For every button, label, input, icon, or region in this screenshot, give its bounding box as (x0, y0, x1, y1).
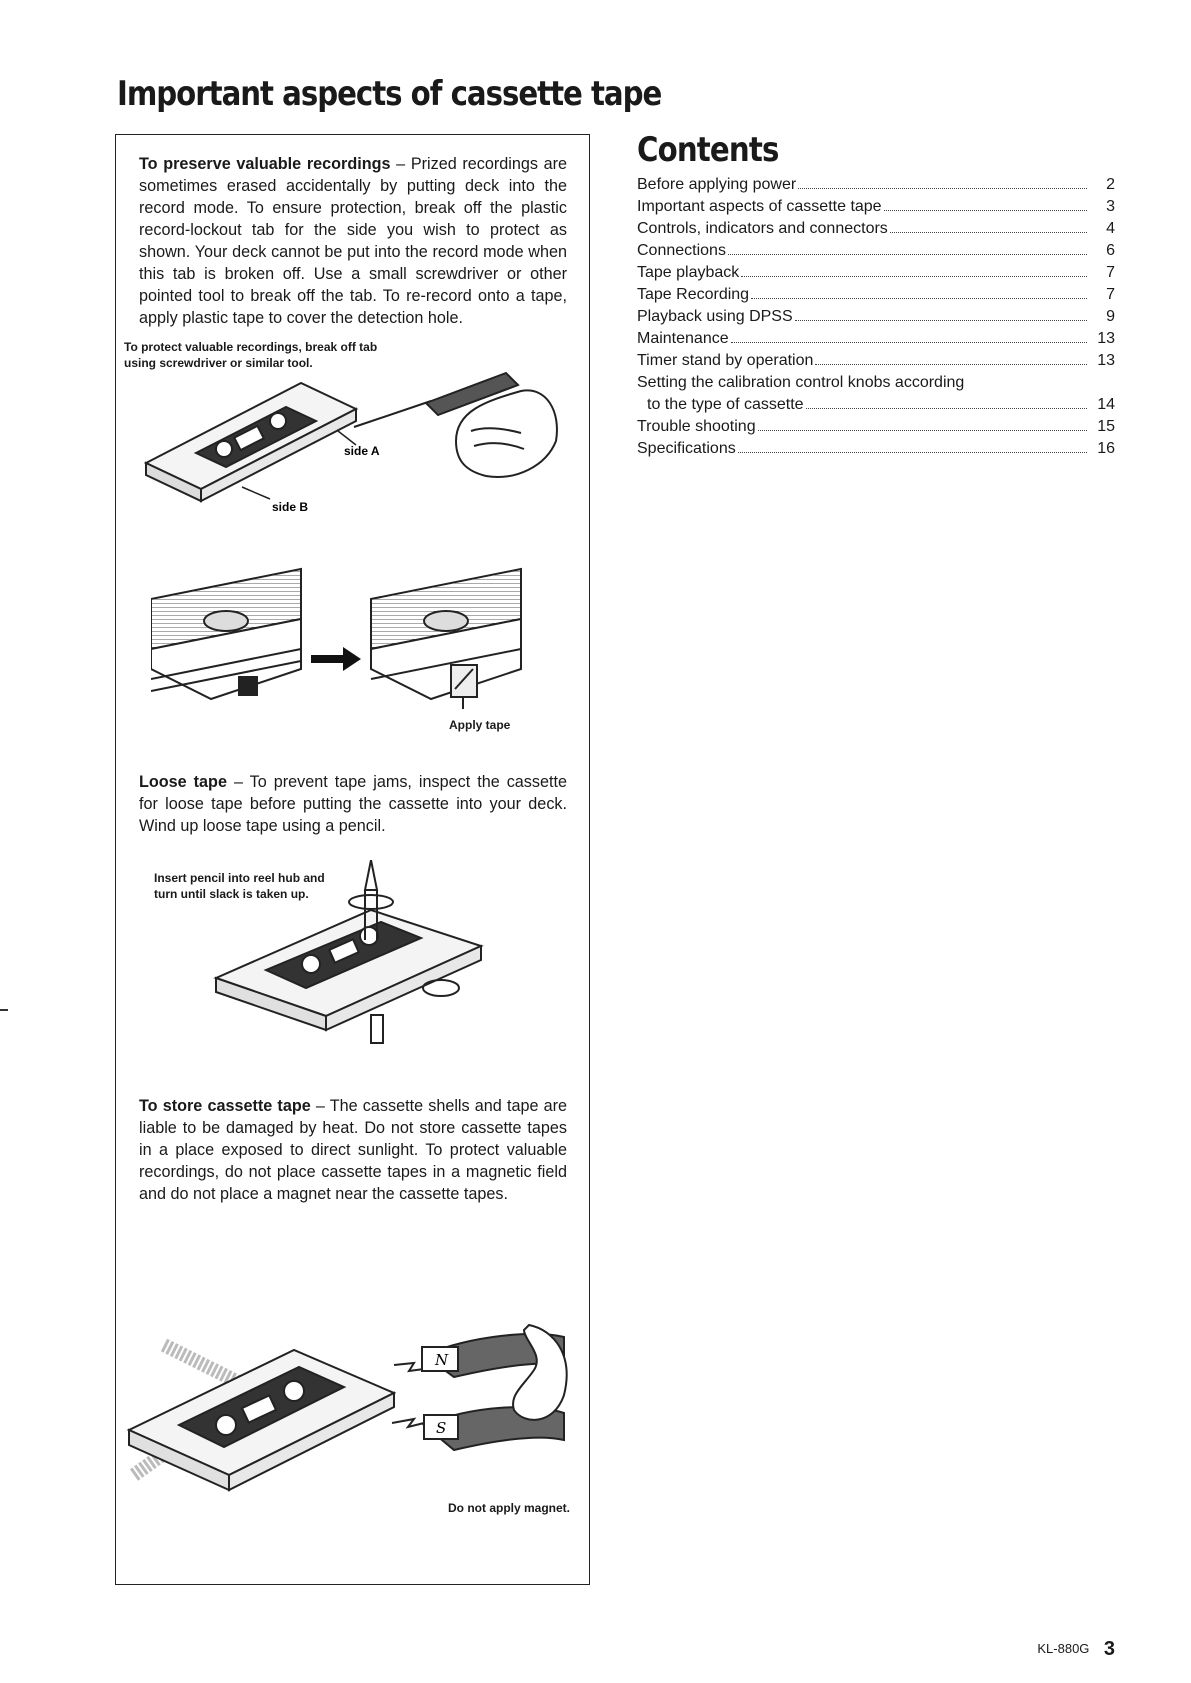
toc-entry-label: Specifications (637, 440, 736, 457)
page-title: Important aspects of cassette tape (117, 74, 662, 114)
north-pole-label: N (435, 1351, 449, 1369)
break-tab-caption: To protect valuable recordings, break off tab using screwdriver or similar tool. (124, 340, 378, 370)
store-tape-text: – The cassette shells and tape are liable to be damaged by heat. Do not store cassette tapes in a place exposed to direct sunlight. To protect valuable recordings, do not place cassette tapes in a magnetic field and do not place a magnet near the cassette tapes. (139, 1097, 567, 1203)
toc-entry-page: 9 (1106, 308, 1115, 325)
screwdriver-drawing (354, 373, 557, 477)
leader-dots (728, 254, 1087, 255)
toc-entry-label: Timer stand by operation (637, 352, 814, 369)
toc-entry-label: Maintenance (637, 330, 729, 347)
leader-dots (751, 298, 1087, 299)
toc-entry-page: 15 (1097, 418, 1115, 435)
table-of-contents (637, 130, 1115, 460)
toc-entry[interactable] (637, 240, 1115, 262)
toc-entry-page: 2 (1106, 176, 1115, 193)
leader-dots (758, 430, 1087, 431)
magnet-warning-illustration (124, 1315, 584, 1515)
cassette-pencil-drawing (216, 860, 481, 1043)
toc-entry-page: 14 (1097, 396, 1115, 413)
south-pole-label: S (436, 1419, 447, 1437)
toc-entry-label: Before applying power (637, 176, 797, 193)
store-tape-heading: To store cassette tape (139, 1097, 311, 1115)
leader-dots (798, 188, 1087, 189)
leader-dots (795, 320, 1087, 321)
no-magnet-caption: Do not apply magnet. (448, 1501, 571, 1515)
leader-dots (806, 408, 1087, 409)
cassette-drawing (146, 383, 356, 501)
contents-heading: Contents (637, 130, 779, 170)
preserve-recordings-text: – Prized recordings are sometimes erased accidentally by putting deck into the record mode. To ensure protection, break off the plastic record-lockout tab for the side you wish to protect as shown. Your deck cannot be put into the record mode when this tab is broken off. Use a small screwdriver or other pointed tool to break off the tab. To re-record onto a tape, apply plastic tape to cover the detection hole. (139, 155, 567, 327)
toc-entry-page: 3 (1106, 198, 1115, 215)
toc-entry[interactable] (637, 174, 1115, 196)
preserve-recordings-paragraph (139, 153, 567, 329)
toc-entry-page: 7 (1106, 286, 1115, 303)
leader-dots (731, 342, 1087, 343)
break-tab-illustration (126, 371, 566, 521)
leader-dots (890, 232, 1087, 233)
cassette-care-panel (115, 134, 590, 1585)
toc-entry[interactable] (637, 284, 1115, 306)
toc-entry-label: Important aspects of cassette tape (637, 198, 882, 215)
toc-entry-label: Controls, indicators and connectors (637, 220, 888, 237)
apply-tape-illustration (151, 559, 551, 739)
loose-tape-heading: Loose tape (139, 773, 227, 791)
side-b-label: side B (272, 500, 309, 514)
toc-entry-prefix: Setting the calibration control knobs according (637, 374, 965, 391)
cassette-magnet-drawing (129, 1325, 567, 1490)
margin-mark (0, 1009, 8, 1011)
toc-entry-page: 16 (1097, 440, 1115, 457)
toc-entry[interactable] (637, 218, 1115, 240)
model-code: KL-880G (1037, 1641, 1090, 1656)
toc-entry-label: Playback using DPSS (637, 308, 793, 325)
toc-entry[interactable] (637, 306, 1115, 328)
leader-dots (738, 452, 1087, 453)
toc-entry-page: 13 (1097, 330, 1115, 347)
toc-entry-label: Connections (637, 242, 726, 259)
toc-list (637, 174, 1115, 460)
toc-entry-label: Tape playback (637, 264, 740, 281)
toc-entry-label: Tape Recording (637, 286, 750, 303)
wind-tape-illustration (211, 860, 496, 1045)
toc-entry-page: 4 (1106, 220, 1115, 237)
toc-entry-page: 7 (1106, 264, 1115, 281)
apply-tape-caption: Apply tape (449, 718, 511, 732)
side-a-label: side A (344, 444, 380, 458)
loose-tape-text: – To prevent tape jams, inspect the cassette for loose tape before putting the cassette into your deck. Wind up loose tape using a pencil. (139, 773, 567, 835)
toc-entry[interactable] (637, 262, 1115, 284)
toc-entry-page: 13 (1097, 352, 1115, 369)
loose-tape-paragraph (139, 771, 567, 837)
preserve-recordings-heading: To preserve valuable recordings (139, 155, 391, 173)
toc-entry[interactable] (637, 196, 1115, 218)
cassette-before-drawing (151, 569, 301, 699)
toc-entry[interactable] (637, 328, 1115, 350)
toc-entry-page: 6 (1106, 242, 1115, 259)
cassette-after-drawing (371, 569, 521, 709)
store-tape-paragraph (139, 1095, 567, 1205)
page-footer (1037, 1638, 1115, 1661)
pencil-caption: Insert pencil into reel hub and turn until slack is taken up. (154, 871, 325, 901)
page-number: 3 (1103, 1638, 1115, 1660)
toc-entry[interactable] (637, 416, 1115, 438)
arrow-icon (311, 647, 361, 671)
toc-entry[interactable] (637, 350, 1115, 372)
leader-dots (741, 276, 1087, 277)
leader-dots (884, 210, 1087, 211)
toc-entry-multiline[interactable] (637, 372, 1115, 416)
leader-dots (815, 364, 1087, 365)
toc-entry-label: Trouble shooting (637, 418, 756, 435)
toc-entry[interactable] (637, 438, 1115, 460)
toc-entry-label: to the type of cassette (647, 396, 804, 413)
